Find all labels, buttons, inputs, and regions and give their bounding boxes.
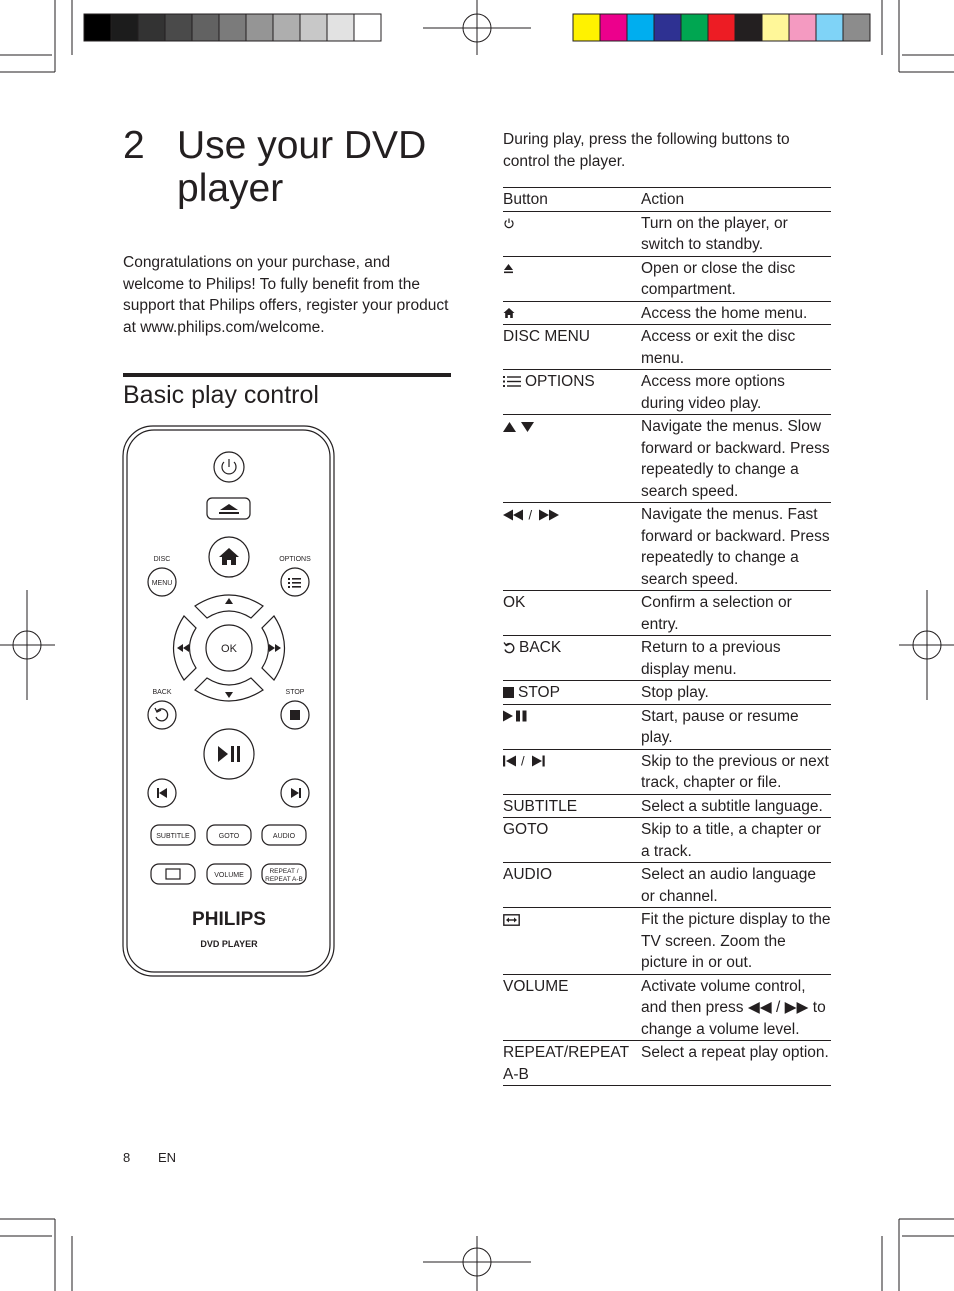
button-cell xyxy=(503,326,641,369)
button-label: VOLUME xyxy=(503,977,569,995)
table-row xyxy=(503,681,831,705)
color-swatch xyxy=(789,14,816,41)
remote-options-label: OPTIONS xyxy=(279,556,311,563)
gray-swatch xyxy=(219,14,246,41)
action-cell: Fit the picture display to the TV screen. Zoom the picture in or out. xyxy=(641,911,831,971)
gray-swatch xyxy=(300,14,327,41)
action-cell: Select a repeat play option. xyxy=(641,1044,829,1061)
table-row xyxy=(503,415,831,503)
remote-control-illustration xyxy=(121,424,337,980)
table-row xyxy=(503,795,831,819)
table-row xyxy=(503,750,831,795)
action-cell: Return to a previous display menu. xyxy=(641,639,781,678)
color-swatch xyxy=(654,14,681,41)
table-row xyxy=(503,975,831,1042)
gray-swatch xyxy=(246,14,273,41)
button-cell xyxy=(503,371,641,414)
button-label: DISC MENU xyxy=(503,328,590,345)
gray-swatch xyxy=(111,14,138,41)
color-swatch xyxy=(708,14,735,41)
table-row xyxy=(503,370,831,415)
chapter-title: Use your DVD player xyxy=(177,124,427,210)
action-cell: Activate volume control, and then press ◀◀ / ▶▶ to change a volume level. xyxy=(641,977,826,1038)
gray-swatch xyxy=(192,14,219,41)
remote-back-button xyxy=(148,701,176,729)
gray-swatch xyxy=(327,14,354,41)
action-cell: Navigate the menus. Slow forward or backward. Press repeatedly to change a search speed. xyxy=(641,418,830,500)
options-icon xyxy=(503,371,521,392)
svg-text:/: / xyxy=(528,508,533,521)
gray-swatch xyxy=(273,14,300,41)
remote-repeat-label-2: REPEAT A-B xyxy=(265,876,303,883)
button-cell xyxy=(503,416,641,502)
button-cell xyxy=(503,637,641,680)
rewind-forward-icon xyxy=(503,504,561,525)
table-row xyxy=(503,591,831,636)
action-cell: Start, pause or resume play. xyxy=(641,707,799,746)
color-swatch xyxy=(600,14,627,41)
table-header-button: Button xyxy=(503,191,548,208)
table-row xyxy=(503,863,831,908)
button-cell xyxy=(503,819,641,862)
remote-audio-label: AUDIO xyxy=(272,833,296,840)
table-header-action: Action xyxy=(641,191,685,208)
chapter-number: 2 xyxy=(123,124,145,167)
button-cell xyxy=(503,864,641,907)
action-cell: Open or close the disc compartment. xyxy=(641,259,796,298)
up-down-icon xyxy=(503,416,537,437)
action-cell: Turn on the player, or switch to standby. xyxy=(641,214,788,253)
aspect-icon xyxy=(503,909,520,930)
remote-menu-label: MENU xyxy=(151,580,173,587)
remote-aspect-button xyxy=(151,864,195,884)
action-cell: Skip to a title, a chapter or a track. xyxy=(641,821,822,860)
table-row xyxy=(503,302,831,326)
button-cell xyxy=(503,909,641,974)
play-pause-icon xyxy=(503,706,529,727)
button-cell xyxy=(503,213,641,256)
gray-swatch xyxy=(354,14,381,41)
action-cell: Confirm a selection or entry. xyxy=(641,594,792,633)
color-swatch xyxy=(816,14,843,41)
action-cell: Navigate the menus. Fast forward or backward. Press repeatedly to change a search speed. xyxy=(641,506,830,588)
remote-model-label: DVD PLAYER xyxy=(200,939,258,949)
remote-stop-label: STOP xyxy=(285,689,305,696)
table-row xyxy=(503,636,831,681)
table-row xyxy=(503,212,831,257)
remote-disc-label: DISC xyxy=(153,556,171,563)
language-code: EN xyxy=(158,1150,177,1165)
button-cell xyxy=(503,751,641,794)
button-label: GOTO xyxy=(503,821,549,838)
button-cell xyxy=(503,682,641,704)
button-action-table xyxy=(503,187,831,1086)
color-swatch xyxy=(762,14,789,41)
gray-swatch xyxy=(84,14,111,41)
table-row xyxy=(503,325,831,370)
button-label: OPTIONS xyxy=(525,373,595,390)
table-row xyxy=(503,257,831,302)
button-label: STOP xyxy=(518,684,560,701)
action-cell: Access more options during video play. xyxy=(641,373,785,412)
remote-goto-label: GOTO xyxy=(218,833,240,840)
gray-swatch xyxy=(165,14,192,41)
button-label: OK xyxy=(503,594,526,611)
page-number: 8 xyxy=(123,1150,131,1165)
stop-icon xyxy=(503,682,514,703)
back-icon xyxy=(503,637,515,658)
action-cell: Select a subtitle language. xyxy=(641,797,823,815)
color-swatch xyxy=(735,14,762,41)
table-row xyxy=(503,908,831,975)
button-cell xyxy=(503,504,641,590)
remote-brand-logo: PHILIPS xyxy=(192,909,266,930)
gray-swatch xyxy=(138,14,165,41)
table-row xyxy=(503,705,831,750)
section-rule xyxy=(123,373,451,377)
button-cell xyxy=(503,1042,641,1085)
button-label: AUDIO xyxy=(503,866,553,883)
action-cell: Stop play. xyxy=(641,684,709,701)
remote-subtitle-label: SUBTITLE xyxy=(156,833,190,840)
button-label: REPEAT/REPEAT A-B xyxy=(503,1044,629,1083)
home-icon xyxy=(503,303,515,324)
button-cell xyxy=(503,592,641,635)
intro-paragraph: Congratulations on your purchase, and welcome to Philips! To fully benefit from the support that Philips offers, register your product at www.philips.com/welcome. xyxy=(123,254,449,336)
action-cell: Access or exit the disc menu. xyxy=(641,328,796,367)
color-swatch xyxy=(573,14,600,41)
button-cell xyxy=(503,303,641,325)
button-cell xyxy=(503,258,641,301)
table-row xyxy=(503,818,831,863)
action-cell: Skip to the previous or next track, chapter or file. xyxy=(641,752,829,791)
table-row xyxy=(503,503,831,591)
remote-volume-label: VOLUME xyxy=(214,872,244,879)
color-swatch xyxy=(843,14,870,41)
color-swatch xyxy=(627,14,654,41)
svg-text:/: / xyxy=(521,755,525,767)
action-cell: Select an audio language or channel. xyxy=(641,866,816,905)
table-row xyxy=(503,1041,831,1086)
table-header-row xyxy=(503,188,831,212)
remote-ok-label: OK xyxy=(221,643,237,655)
button-label: BACK xyxy=(519,639,562,656)
prev-next-icon xyxy=(503,751,547,772)
action-cell: Access the home menu. xyxy=(641,304,808,322)
button-cell xyxy=(503,706,641,749)
remote-back-label: BACK xyxy=(152,689,172,696)
eject-icon xyxy=(503,258,514,279)
section-title: Basic play control xyxy=(123,381,319,409)
color-swatch xyxy=(681,14,708,41)
remote-repeat-label-1: REPEAT / xyxy=(269,868,299,875)
remote-play-pause-button xyxy=(204,729,254,779)
power-icon xyxy=(503,213,515,234)
button-cell xyxy=(503,976,641,1041)
button-label: SUBTITLE xyxy=(503,797,578,815)
button-cell xyxy=(503,796,641,818)
lead-paragraph: During play, press the following buttons to control the player. xyxy=(503,131,790,170)
